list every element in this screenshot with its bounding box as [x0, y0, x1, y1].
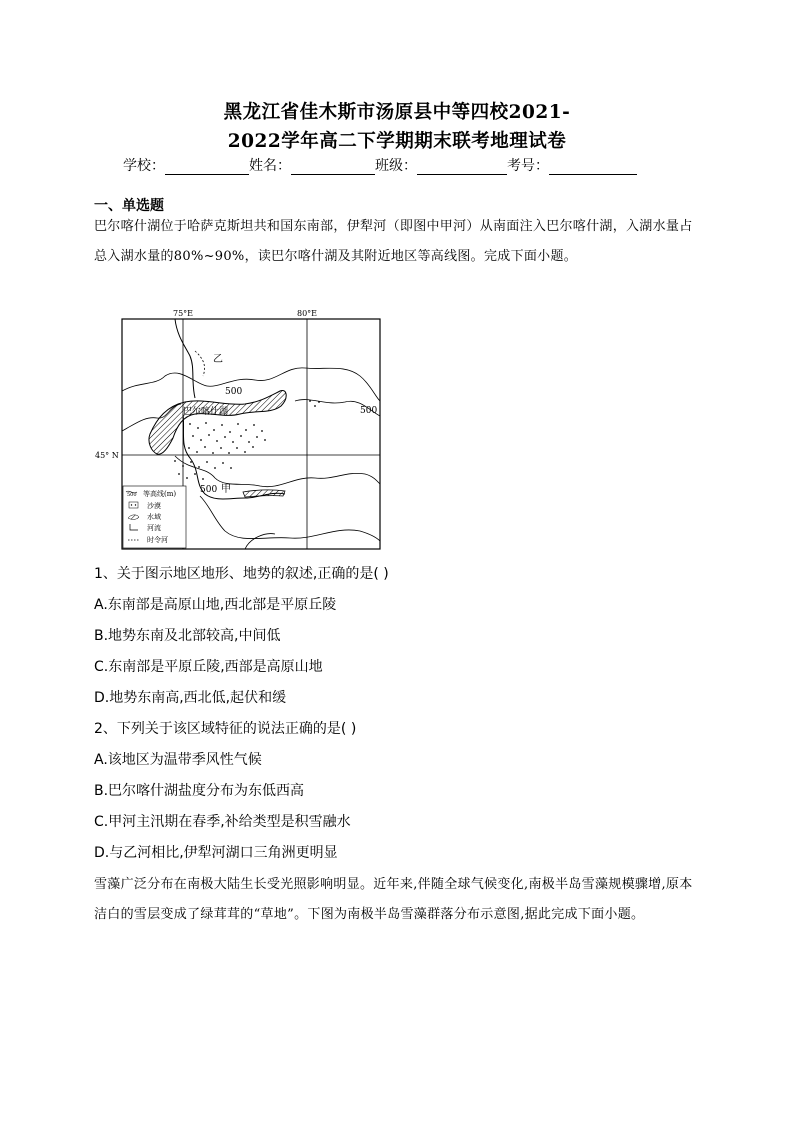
question-2-stem: 2、下列关于该区域特征的说法正确的是( ) [94, 721, 357, 737]
contour-label-east: 500 [360, 406, 378, 416]
section-title: 一、单选题 [94, 198, 164, 214]
school-blank[interactable] [165, 158, 249, 175]
exam-number-blank[interactable] [549, 158, 637, 175]
river-b-label: 乙 [213, 354, 223, 365]
svg-text:500: 500 [127, 492, 137, 498]
school-label: 学校： [123, 158, 165, 174]
legend-contour-label: 等高线(m) [143, 490, 177, 498]
contour-label-north: 500 [225, 387, 243, 397]
legend-seasonal-river-label: 时令河 [147, 536, 168, 544]
exam-title-line1: 黑龙江省佳木斯市汤原县中等四校2021- [223, 102, 571, 123]
question-1-option-d[interactable]: D.地势东南高,西北低,起伏和缓 [94, 690, 287, 706]
question-2-option-d[interactable]: D.与乙河相比,伊犁河湖口三角洲更明显 [94, 845, 338, 861]
map-legend [123, 486, 186, 548]
contour-label-south: 500 [200, 485, 218, 495]
lake-label: 巴尔喀什湖 [183, 407, 229, 417]
student-info-row [123, 155, 637, 175]
passage-snow-algae: 雪藻广泛分布在南极大陆生长受光照影响明显。近年来,伴随全球气候变化,南极半岛雪藻规模骤增,原本洁白的雪层变成了绿茸茸的“草地”。下图为南极半岛雪藻群落分布示意图,据此完成下面小题。 [94, 877, 693, 922]
question-1-option-b[interactable]: B.地势东南及北部较高,中间低 [94, 628, 281, 644]
class-label: 班级： [375, 158, 417, 174]
legend-river-label: 河流 [147, 524, 161, 532]
exam-number-label: 考号： [507, 158, 549, 174]
class-blank[interactable] [417, 158, 507, 175]
lon-75-label: 75°E [172, 309, 194, 318]
name-label: 姓名： [249, 158, 291, 174]
exam-title-line2: 2022学年高二下学期期末联考地理试卷 [227, 131, 567, 152]
lon-80-label: 80°E [296, 309, 318, 318]
river-a-label: 甲 [221, 484, 231, 495]
balkhash-contour-map [95, 306, 385, 552]
question-2-option-a[interactable]: A.该地区为温带季风性气候 [94, 752, 262, 768]
reservoir [243, 490, 285, 497]
legend-water-label: 水域 [147, 513, 161, 521]
question-1-option-c[interactable]: C.东南部是平原丘陵,西部是高原山地 [94, 659, 323, 675]
passage-balkhash: 巴尔喀什湖位于哈萨克斯坦共和国东南部，伊犁河（即图中甲河）从南面注入巴尔喀什湖，入湖水量占总入湖水量的80%~90%，读巴尔喀什湖及其附近地区等高线图。完成下面小题。 [94, 219, 693, 264]
lat-45-label: 45° N [95, 451, 119, 460]
question-1-stem: 1、关于图示地区地形、地势的叙述,正确的是( ) [94, 566, 389, 582]
question-1-option-a[interactable]: A.东南部是高原山地,西北部是平原丘陵 [94, 597, 337, 613]
question-2-option-b[interactable]: B.巴尔喀什湖盐度分布为东低西高 [94, 783, 305, 799]
legend-desert-label: 沙漠 [147, 502, 161, 510]
name-blank[interactable] [291, 158, 375, 175]
question-2-option-c[interactable]: C.甲河主汛期在春季,补给类型是积雪融水 [94, 814, 351, 830]
